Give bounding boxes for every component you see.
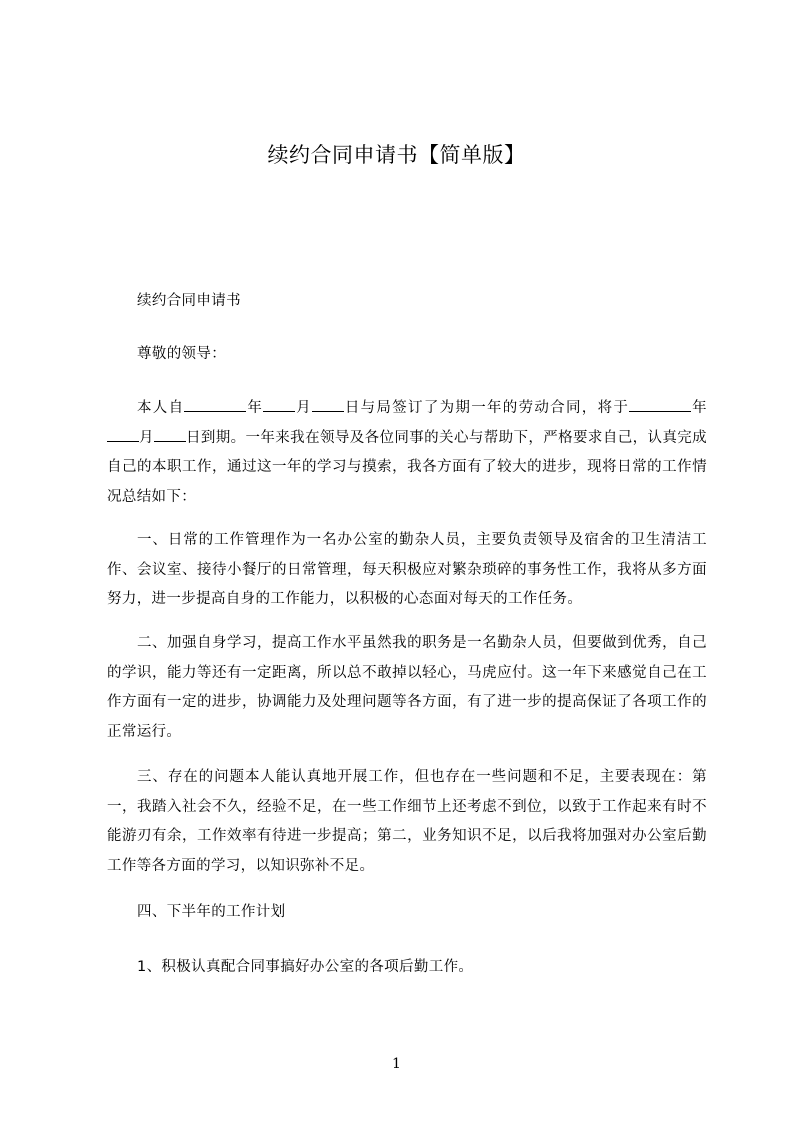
- intro-text-6: 月: [139, 429, 154, 446]
- blank-end-day: [154, 427, 186, 442]
- section-1-paragraph: 一、日常的工作管理作为一名办公室的勤杂人员，主要负责领导及宿舍的卫生清洁工作、会议室、接待小餐厅的日常管理，每天积极应对繁杂琐碎的事务性工作，我将从多方面努力，进一步提高自身的工作能力，以积极的心态面对每天的工作任务。: [107, 532, 707, 607]
- intro-text-5: 年: [691, 400, 707, 416]
- section-2-paragraph: 二、加强自身学习，提高工作水平虽然我的职务是一名勤杂人员，但要做到优秀，自己的学识，能力等还有一定距离，所以总不敢掉以轻心，马虎应付。这一年下来感觉自己在工作方面有一定的进步，协调能力及处理问题等各方面，有了进一步的提高保证了各项工作的正常运行。: [107, 635, 707, 740]
- section-4-heading: 四、下半年的工作计划: [137, 904, 286, 920]
- intro-text-1: 本人自: [137, 400, 185, 416]
- blank-start-day: [312, 397, 344, 412]
- blank-end-month: [107, 427, 139, 442]
- blank-start-month: [263, 397, 295, 412]
- blank-start-year: [184, 397, 246, 412]
- intro-text-2: 年: [246, 400, 264, 416]
- intro-paragraph: [107, 394, 707, 512]
- page-number: 1: [392, 1056, 401, 1072]
- salutation: 尊敬的领导：: [137, 346, 227, 362]
- document-heading: 续约合同申请书: [137, 293, 241, 309]
- intro-text-4: 日与局签订了为期一年的劳动合同，将于: [343, 400, 630, 416]
- document-title: 续约合同申请书【简单版】: [267, 143, 526, 167]
- intro-text-3: 月: [295, 400, 312, 416]
- intro-text-7: 日到期。一年来我在领导及各位同事的关心与帮助下，严格要求自己，认真完成自己的本职工作，通过这一年的学习与摸索，我各方面有了较大的进步，现将日常的工作情况总结如下：: [107, 429, 707, 505]
- work-plan-item-1: 1、积极认真配合同事搞好办公室的各项后勤工作。: [137, 959, 474, 975]
- blank-end-year: [629, 397, 691, 412]
- section-3-paragraph: 三、存在的问题本人能认真地开展工作，但也存在一些问题和不足，主要表现在：第一，我踏入社会不久，经验不足，在一些工作细节上还考虑不到位，以致于工作起来有时不能游刃有余，工作效率有待进一步提高；第二，业务知识不足，以后我将加强对办公室后勤工作等各方面的学习，以知识弥补不足。: [107, 769, 707, 874]
